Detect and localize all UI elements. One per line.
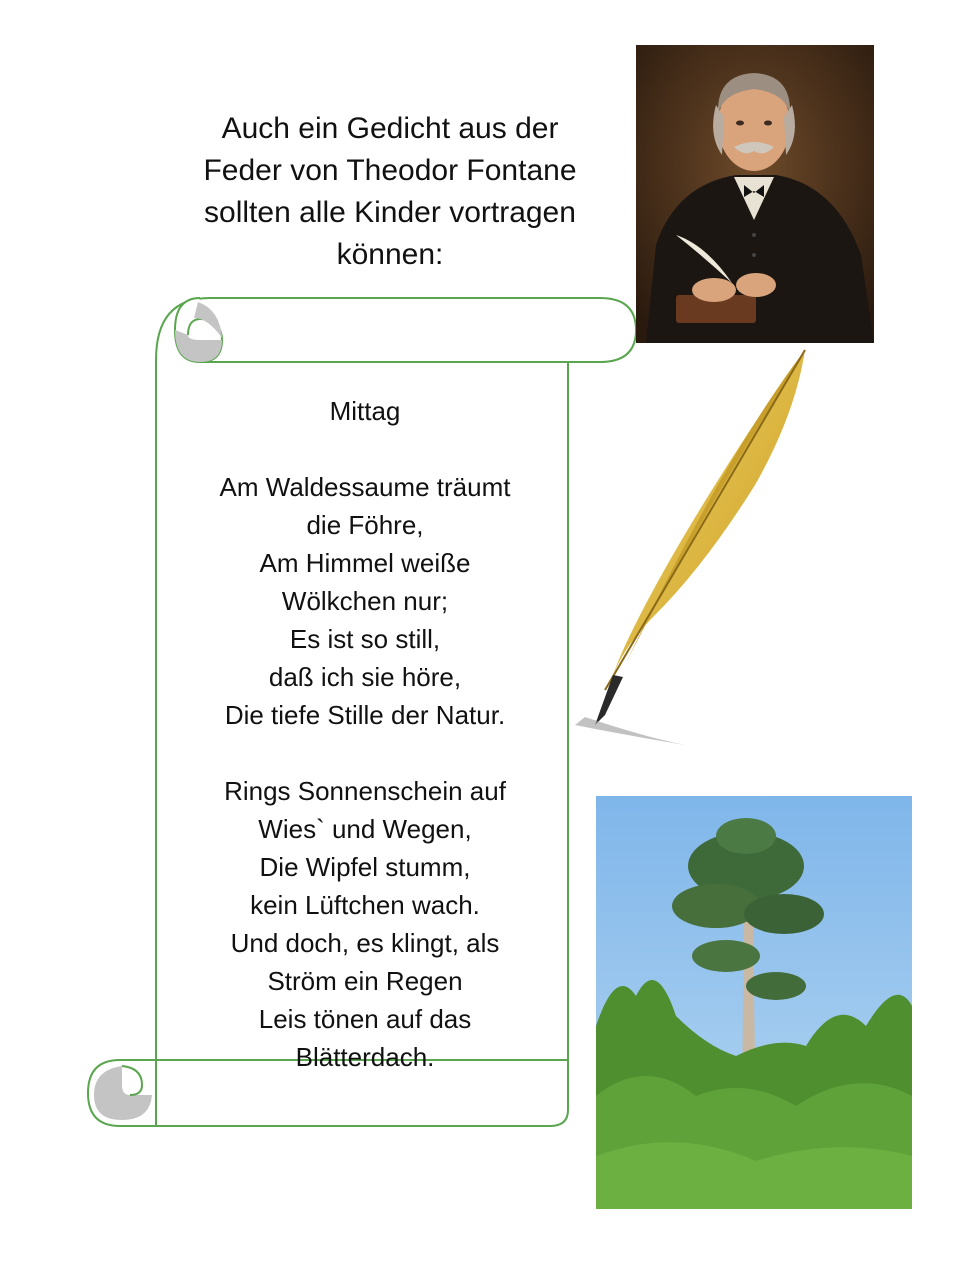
poem-line: Wies` und Wegen, — [258, 814, 472, 844]
quill-image — [565, 345, 815, 765]
poem-line: Am Himmel weiße — [259, 548, 471, 578]
intro-text — [170, 108, 610, 276]
poem-line: Rings Sonnenschein auf — [224, 776, 506, 806]
intro-line: Feder von Theodor Fontane — [203, 154, 577, 187]
scroll-bottom-curl — [88, 1060, 156, 1126]
poem — [190, 392, 540, 1076]
intro-line: können: — [336, 238, 444, 271]
poem-title: Mittag — [329, 396, 401, 426]
portrait-image — [636, 45, 874, 343]
poem-line: Wölkchen nur; — [281, 586, 449, 616]
poem-line: Es ist so still, — [289, 624, 441, 654]
poem-line: Ström ein Regen — [267, 966, 463, 996]
poem-line — [190, 734, 540, 772]
poem-line: Die tiefe Stille der Natur. — [224, 700, 506, 730]
pine-tree-image — [596, 796, 912, 1209]
poem-line: Und doch, es klingt, als — [230, 928, 500, 958]
poem-line: kein Lüftchen wach. — [250, 890, 480, 920]
scroll-top-curl — [175, 298, 222, 362]
poem-line — [190, 430, 540, 468]
poem-line: die Föhre, — [306, 510, 424, 540]
intro-line: Auch ein Gedicht aus der — [221, 112, 559, 145]
intro-line: sollten alle Kinder vortragen — [204, 196, 576, 229]
poem-line: Leis tönen auf das — [258, 1004, 472, 1034]
poem-line: daß ich sie höre, — [268, 662, 462, 692]
poem-line: Am Waldessaume träumt — [219, 472, 511, 502]
poem-line: Die Wipfel stumm, — [259, 852, 471, 882]
poem-line: Blätterdach. — [295, 1042, 435, 1072]
